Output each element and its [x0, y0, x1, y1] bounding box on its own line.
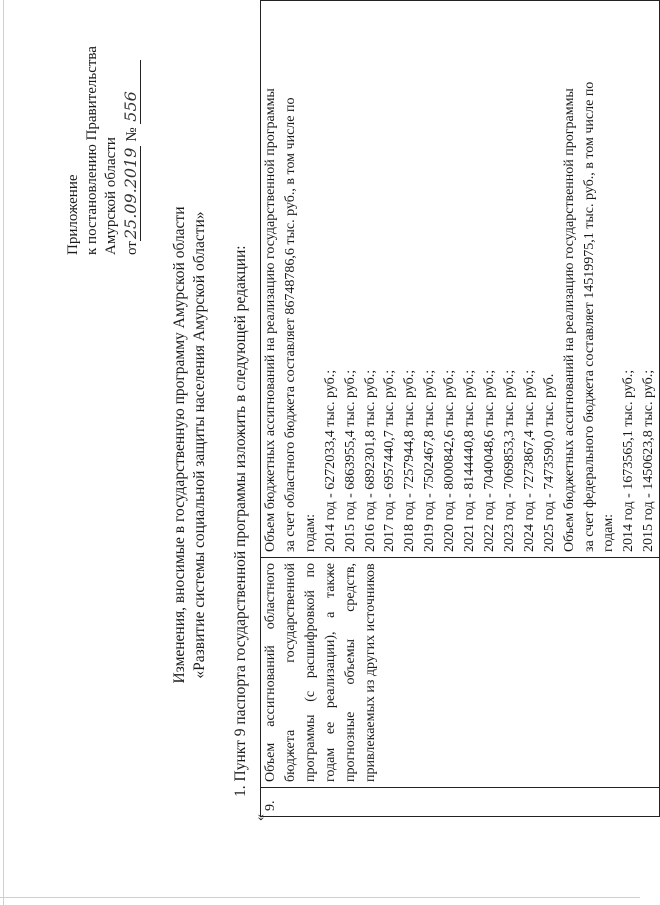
content-line: 2025 год - 7473590,0 тыс. руб. [541, 373, 557, 552]
content-line: 2019 год - 7502467,8 тыс. руб.; [422, 369, 438, 552]
content-line: 2021 год - 8144440,8 тыс. руб.; [462, 369, 478, 552]
appendix-region: Амурской области [103, 137, 119, 255]
content-line: 2014 год - 6272033,4 тыс. руб.; [322, 369, 338, 552]
appendix-resolution: к постановлению Правительства [84, 46, 100, 255]
row-label: Объем ассигнований областного бюджета государственной программы (с расшифровкой по годам ее реализации), а также прогнозные объемы средств, привлекаемых из других источников [261, 558, 660, 788]
content-line: 2022 год - 7040048,6 тыс. руб.; [481, 369, 497, 552]
appendix-date-number [121, 5, 142, 255]
appendix-block [64, 5, 142, 255]
document-heading [170, 115, 210, 775]
content-line: 2017 год - 6957440,7 тыс. руб.; [382, 369, 398, 552]
content-line: 2023 год - 7069853,3 тыс. руб.; [501, 369, 517, 552]
content-line: Объем бюджетных ассигнований на реализацию государственной программы [561, 88, 577, 552]
content-line: 2015 год - 6863955,4 тыс. руб.; [342, 369, 358, 552]
content-line: 2014 год - 1673565,1 тыс. руб.; [621, 369, 637, 552]
content-line: 2015 год - 1450623,8 тыс. руб.; [641, 369, 657, 552]
content-line: годам: [302, 513, 318, 552]
date-prefix: от [124, 241, 140, 255]
row-number: 9. [261, 788, 660, 817]
table-row [261, 1, 660, 817]
content-line: за счет федерального бюджета составляет 14519975,1 тыс. руб., в том числе по [581, 81, 597, 552]
handwritten-number: 556 [121, 60, 141, 124]
content-line: 2020 год - 8000842,6 тыс. руб.; [442, 369, 458, 552]
content-line: 2018 год - 7257944,8 тыс. руб.; [402, 369, 418, 552]
amendment-paragraph: 1. Пункт 9 паспорта государственной программы изложить в следующей редакции: [232, 245, 249, 797]
handwritten-date: 25.09.2019 [121, 147, 140, 240]
appendix-title: Приложение [65, 174, 81, 255]
content-line: годам: [601, 513, 617, 552]
opening-quote-mark: « [253, 814, 268, 821]
content-line: за счет областного бюджета составляет 86748786,6 тыс. руб., в том числе по [282, 97, 298, 552]
row-content [261, 1, 660, 558]
heading-line-2: «Развитие системы социальной защиты населения Амурской области» [191, 211, 208, 679]
content-line: 2024 год - 7273867,4 тыс. руб.; [521, 369, 537, 552]
passport-table [260, 0, 660, 817]
content-line: Объем бюджетных ассигнований на реализацию государственной программы [263, 88, 278, 552]
content-line: 2016 год - 6892301,8 тыс. руб.; [362, 369, 378, 552]
heading-line-1: Изменения, вносимые в государственную программу Амурской области [171, 206, 188, 684]
number-prefix: № [124, 127, 140, 142]
